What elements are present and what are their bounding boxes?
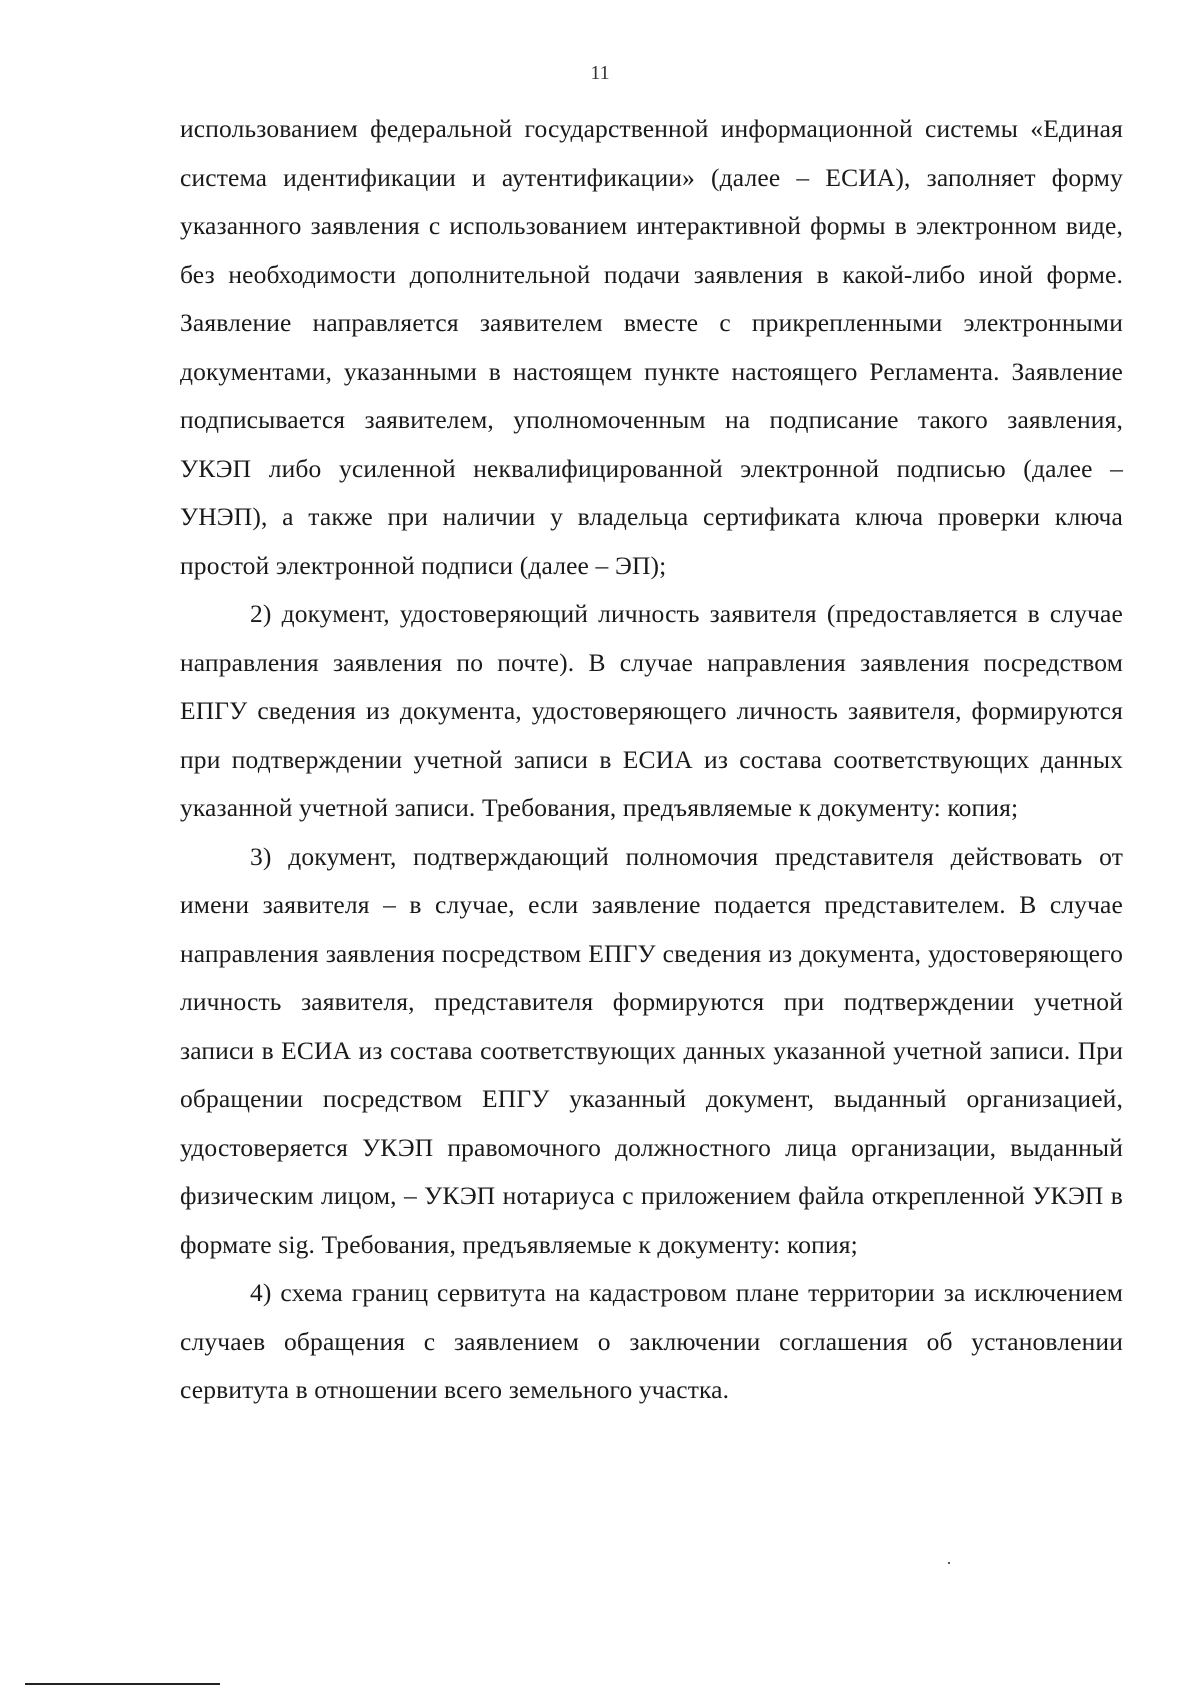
paragraph-item-4: 4) схема границ сервитута на кадастровом плане территории за исключением случаев обращения с заявлением о заключении соглашения об установлении сервитута в отношении всего земельного участка. — [180, 1278, 1123, 1404]
paragraph-item-3: 3) документ, подтверждающий полномочия представителя действовать от имени заявителя – в случае, если заявление подается представителем. В случае направления заявления посредством ЕПГУ сведения из документа, удостоверяющего личность заявителя, представителя формируются при подтверждении учетной записи в ЕСИА из состава соответствующих данных указанной учетной записи. При обращении посредством ЕПГУ указанный документ, выданный организацией, удостоверяется УКЭП правомочного должностного лица организации, выданный физическим лицом, – УКЭП нотариуса с приложением файла открепленной УКЭП в формате sig. Требования, предъявляемые к документу: копия; — [180, 841, 1123, 1259]
paragraph-continuation: использованием федеральной государственной информационной системы «Единая система идентификации и аутентификации» (далее – ЕСИА), заполняет форму указанного заявления с использованием интерактивной формы в электронном виде, без необходимости дополнительной подачи заявления в какой-либо иной форме. Заявление направляется заявителем вместе с прикрепленными электронными документами, указанными в настоящем пункте настоящего Регламента. Заявление подписывается заявителем, уполномоченным на подписание такого заявления, УКЭП либо усиленной неквалифицированной электронной подписью (далее – УНЭП), а также при наличии у владельца сертификата ключа проверки ключа простой электронной подписи (далее – ЭП); — [180, 114, 1123, 580]
footnote-rule — [25, 1683, 220, 1685]
scan-artifact-dot — [948, 1562, 950, 1564]
paragraph-item-2: 2) документ, удостоверяющий личность заявителя (предоставляется в случае направления заявления по почте). В случае направления заявления посредством ЕПГУ сведения из документа, удостоверяющего личность заявителя, формируются при подтверждении учетной записи в ЕСИА из состава соответствующих данных указанной учетной записи. Требования, предъявляемые к документу: копия; — [180, 599, 1123, 822]
page-number: 11 — [590, 62, 610, 84]
document-body — [180, 105, 1123, 1415]
